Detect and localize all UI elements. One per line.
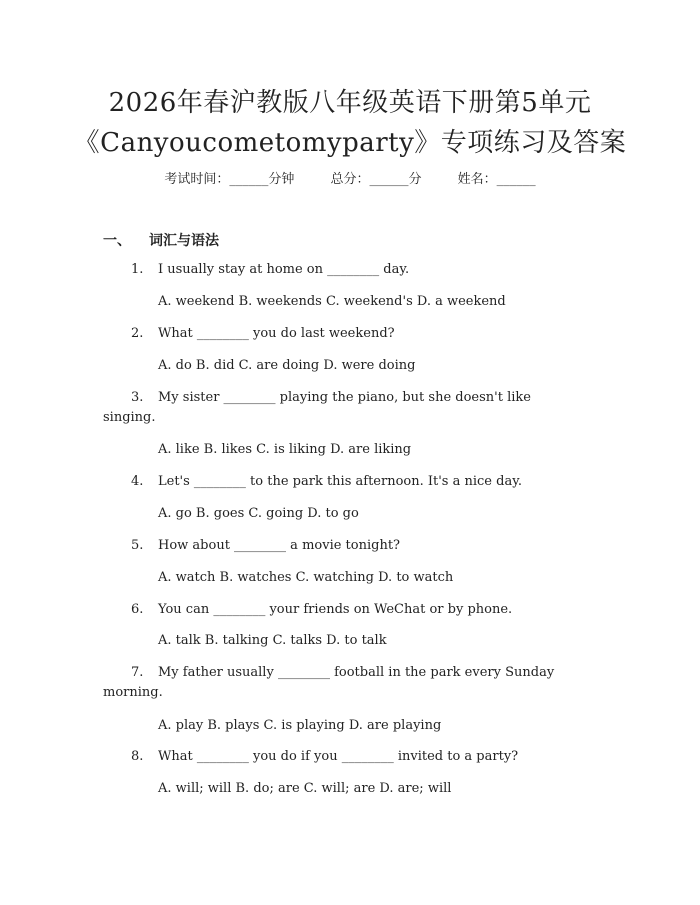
question-text: Let's ________ to the park this afternoon. It's a nice day. — [158, 474, 522, 489]
section-heading — [103, 230, 219, 250]
question-options: A. will; will B. do; are C. will; are D. are; will — [158, 781, 452, 796]
question-options: A. talk B. talking C. talks D. to talk — [158, 633, 387, 648]
question-text: You can ________ your friends on WeChat or by phone. — [158, 602, 513, 617]
question-number: 7. — [131, 665, 144, 680]
section-title: 词汇与语法 — [149, 233, 219, 249]
question-text: I usually stay at home on ________ day. — [158, 262, 410, 277]
question-number: 3. — [131, 390, 144, 405]
question-number: 4. — [131, 474, 144, 489]
question-text: What ________ you do last weekend? — [158, 326, 395, 341]
question-text: How about ________ a movie tonight? — [158, 538, 401, 553]
question-number: 1. — [131, 262, 144, 277]
document-title-line-2: 《Canyoucometomyparty》专项练习及答案 — [73, 128, 627, 158]
question-options: A. watch B. watches C. watching D. to watch — [158, 570, 454, 585]
question-number: 5. — [131, 538, 144, 553]
question-options: A. go B. goes C. going D. to go — [158, 506, 359, 521]
question-number: 2. — [131, 326, 144, 341]
question-text: My sister ________ playing the piano, but she doesn't like — [158, 390, 531, 405]
question-options: A. do B. did C. are doing D. were doing — [158, 358, 416, 373]
total-score-field: 总分：______分 — [330, 172, 422, 187]
question-options: A. play B. plays C. is playing D. are playing — [158, 718, 442, 733]
exam-time-field: 考试时间：______分钟 — [164, 172, 295, 187]
student-name-field: 姓名：______ — [457, 172, 536, 187]
question-options: A. weekend B. weekends C. weekend's D. a weekend — [158, 294, 506, 309]
question-text-wrap: singing. — [103, 410, 156, 425]
document-title-line-1: 2026年春沪教版八年级英语下册第5单元 — [108, 88, 592, 118]
question-number: 6. — [131, 602, 144, 617]
question-text: My father usually ________ football in the park every Sunday — [158, 665, 555, 680]
question-text-wrap: morning. — [103, 685, 163, 700]
question-text: What ________ you do if you ________ invited to a party? — [158, 749, 519, 764]
section-number: 一、 — [103, 233, 131, 249]
exam-info-row — [0, 168, 700, 187]
question-options: A. like B. likes C. is liking D. are liking — [158, 442, 412, 457]
question-number: 8. — [131, 749, 144, 764]
